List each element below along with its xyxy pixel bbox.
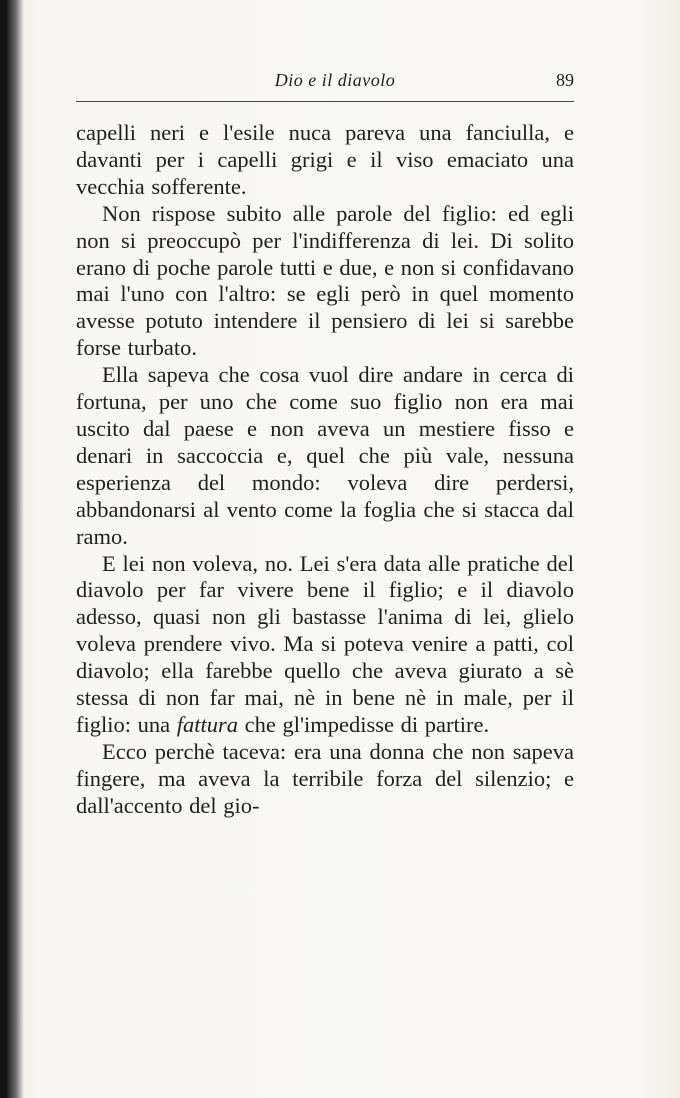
paragraph-4-text-after: che gl'impedisse di partire. [238, 711, 490, 737]
paragraph-1: capelli neri e l'esile nuca pareva una fanciulla, e davanti per i capelli grigi e il viso emaciato una vecchia sofferente. [76, 120, 574, 199]
body-text [76, 120, 574, 820]
page-number: 89 [556, 70, 574, 90]
page-header [76, 70, 574, 96]
paragraph-5: Ecco perchè taceva: era una donna che non sapeva fingere, ma aveva la terribile forza del silenzio; e dall'accento del gio- [76, 738, 574, 818]
paragraph-4-emphasis: fattura [176, 711, 238, 737]
paragraph-4-text-before: E lei non voleva, no. Lei s'era data alle pratiche del diavolo per far vivere bene il figlio; e il diavolo adesso, quasi non gli bastasse l'anima di lei, glielo voleva prendere vivo. Ma si poteva venire a patti, col diavolo; ella farebbe quello che aveva giurato a sè stessa di non far mai, nè in bene nè in male, per il figlio: una [76, 550, 574, 737]
running-head: Dio e il diavolo [274, 70, 396, 90]
header-rule [76, 101, 574, 103]
paragraph-3: Ella sapeva che cosa vuol dire andare in cerca di fortuna, per uno che come suo figlio non era mai uscito dal paese e non aveva un mestiere fisso e denari in saccoccia e, quel che più vale, nessuna esperienza del mondo: voleva dire perdersi, abbandonarsi al vento come la foglia che si stacca dal ramo. [76, 362, 574, 549]
paragraph-2: Non rispose subito alle parole del figlio: ed egli non si preoccupò per l'indifferenza di lei. Di solito erano di poche parole tutti e due, e non si confidavano mai l'uno con l'altro: se egli però in quel momento avesse potuto intendere il pensiero di lei si sarebbe forse turbato. [76, 200, 574, 361]
book-binding-edge [0, 0, 24, 1098]
paragraph-4 [76, 551, 574, 739]
